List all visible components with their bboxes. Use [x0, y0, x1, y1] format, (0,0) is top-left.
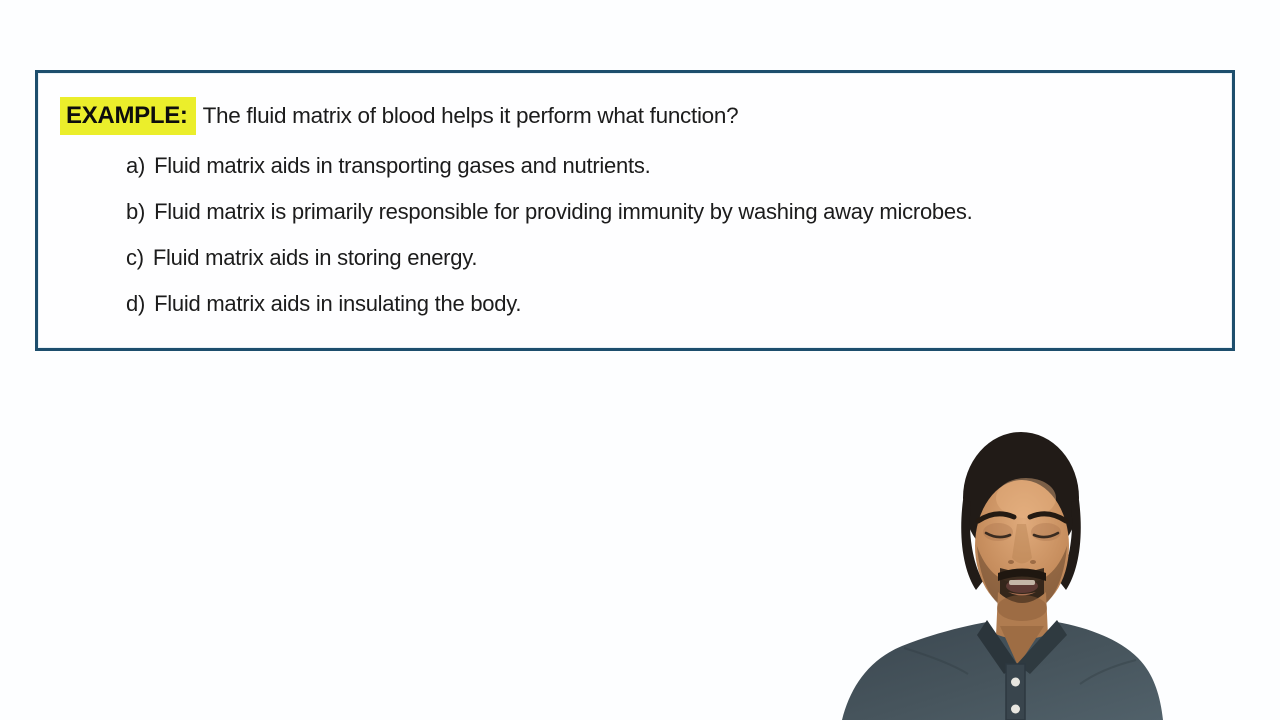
question-text: The fluid matrix of blood helps it perform what function? — [202, 103, 739, 128]
option-a — [126, 143, 973, 189]
option-d-text: Fluid matrix aids in insulating the body. — [154, 291, 522, 316]
option-b-text: Fluid matrix is primarily responsible for providing immunity by washing away microbes. — [154, 199, 973, 224]
option-a-text: Fluid matrix aids in transporting gases and nutrients. — [154, 153, 651, 178]
option-b-letter: b) — [126, 199, 146, 224]
question-line — [60, 97, 738, 135]
presenter-webcam-cutout — [840, 420, 1165, 720]
example-label: EXAMPLE: — [60, 97, 196, 135]
shirt-button — [1011, 705, 1020, 714]
option-c-text: Fluid matrix aids in storing energy. — [152, 245, 478, 270]
example-question-box — [35, 70, 1235, 351]
shirt-button — [1011, 678, 1020, 687]
option-c — [126, 235, 973, 281]
option-b — [126, 189, 973, 235]
option-a-letter: a) — [126, 153, 146, 178]
options-list — [126, 143, 973, 327]
option-d — [126, 281, 973, 327]
option-c-letter: c) — [126, 245, 144, 270]
option-d-letter: d) — [126, 291, 146, 316]
